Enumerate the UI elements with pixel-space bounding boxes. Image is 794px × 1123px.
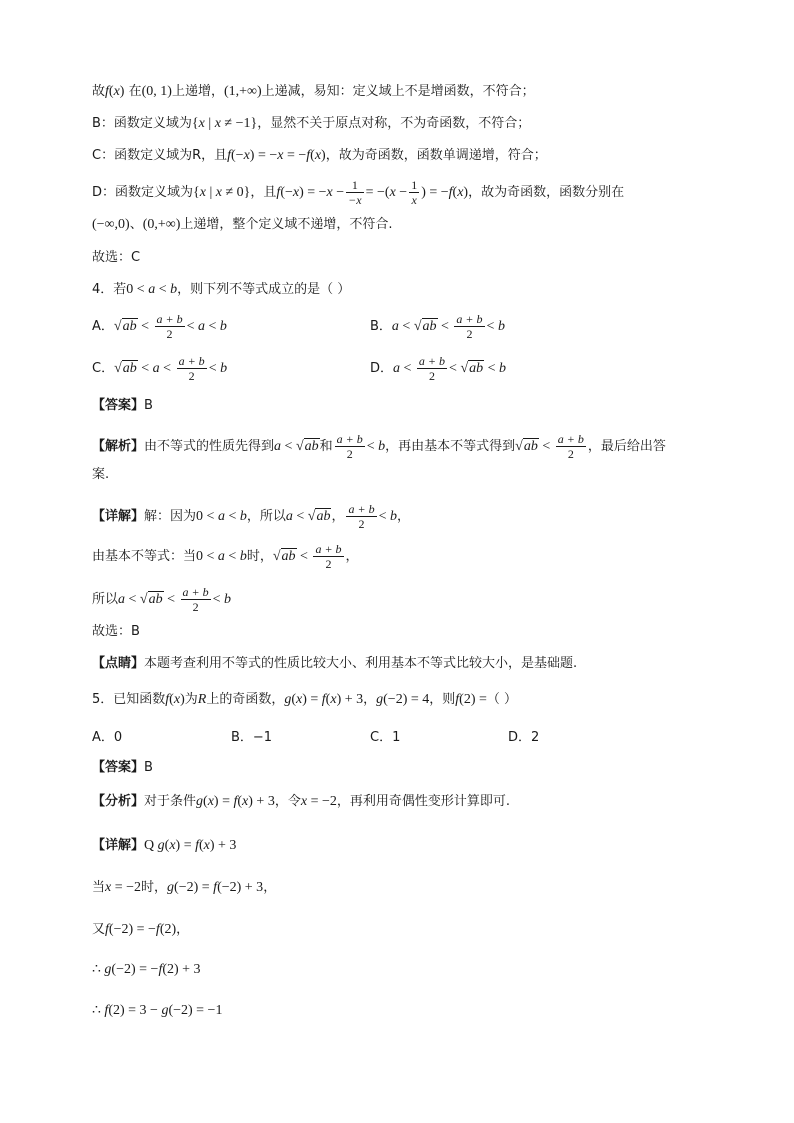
text-line bbox=[92, 114, 530, 134]
text: 4．若 bbox=[92, 282, 127, 297]
text: ， bbox=[396, 509, 410, 524]
text: 解：因为 bbox=[144, 509, 197, 524]
math: a < bbox=[391, 319, 414, 334]
text: 对于条件 bbox=[144, 794, 197, 809]
text-line bbox=[92, 920, 189, 940]
text: 上递减，易知：定义域上不是增函数，不符合； bbox=[261, 84, 535, 99]
option-c bbox=[92, 354, 227, 383]
text: ， bbox=[345, 549, 359, 564]
math: √ab bbox=[113, 319, 137, 334]
option-d bbox=[370, 354, 506, 383]
fraction: $\frac{a + b}{2}$ bbox=[156, 312, 183, 341]
text: ， bbox=[176, 922, 190, 937]
math: g(x) = f(x) + 3 bbox=[196, 794, 275, 809]
math: < bbox=[437, 319, 453, 334]
answer-line bbox=[92, 396, 153, 416]
math: f(x) bbox=[165, 692, 185, 707]
text: A．0 bbox=[92, 730, 123, 745]
text-line bbox=[92, 585, 231, 614]
analysis-tag: 【分析】 bbox=[92, 794, 145, 809]
text: B．−1 bbox=[231, 730, 273, 745]
text: ， bbox=[363, 692, 377, 707]
text: ，令 bbox=[274, 794, 301, 809]
math: < a < bbox=[137, 361, 175, 376]
math: < bbox=[137, 319, 153, 334]
math: √ab bbox=[460, 361, 484, 376]
text: 案. bbox=[92, 467, 110, 482]
text: 当 bbox=[92, 880, 106, 895]
math: f(−x) = −x = −f(x) bbox=[227, 148, 326, 163]
text-line bbox=[92, 465, 109, 485]
answer-tag: 【答案】 bbox=[92, 760, 145, 775]
text: 和 bbox=[319, 439, 333, 454]
analysis-line bbox=[92, 792, 510, 812]
detail-line bbox=[92, 502, 410, 531]
text-line: (−∞,0)、(0,+∞)上递增，整个定义域不递增，不符合. bbox=[92, 217, 393, 232]
text-line bbox=[92, 178, 624, 207]
text: 故选：C bbox=[92, 250, 141, 265]
text: 上递增，整个定义域不递增，不符合. bbox=[180, 217, 393, 232]
answer-value: B bbox=[144, 760, 153, 775]
math: ∴ bbox=[92, 1003, 101, 1018]
math: x = −2 bbox=[300, 794, 337, 809]
math: ) = −f(x) bbox=[421, 185, 469, 200]
text: ，显然不关于原点对称，不为奇函数，不符合； bbox=[257, 116, 531, 131]
math: < b bbox=[486, 319, 505, 334]
fraction: $\frac{1}{-x}$ bbox=[348, 178, 362, 207]
math: {x | x ≠ 0} bbox=[193, 185, 251, 200]
text: ，则 bbox=[429, 692, 456, 707]
text: 为 bbox=[184, 692, 198, 707]
fraction: $\frac{a + b}{2}$ bbox=[336, 432, 363, 461]
math: < b bbox=[208, 361, 228, 376]
text: 在 bbox=[128, 84, 142, 99]
text: 本题考查利用不等式的性质比较大小、利用基本不等式比较大小，是基础题. bbox=[144, 656, 578, 671]
math: x bbox=[113, 84, 120, 99]
option-c bbox=[370, 726, 400, 745]
math: < b bbox=[366, 439, 386, 454]
text: ，则下列不等式成立的是（ ） bbox=[177, 282, 351, 297]
math: < a < b bbox=[186, 319, 227, 334]
math: √ab bbox=[413, 319, 437, 334]
math: = −(x − bbox=[365, 185, 408, 200]
math: < bbox=[449, 361, 461, 376]
text: ，再由基本不等式得到 bbox=[385, 439, 516, 454]
text-line bbox=[92, 960, 201, 980]
text: 上的奇函数， bbox=[206, 692, 285, 707]
math: < bbox=[296, 549, 312, 564]
text: 时， bbox=[246, 549, 273, 564]
text: D．2 bbox=[508, 730, 540, 745]
text: 又 bbox=[92, 922, 106, 937]
math: < b bbox=[212, 592, 232, 607]
analysis-line bbox=[92, 432, 666, 461]
text: A． bbox=[92, 319, 114, 334]
text: ，故为奇函数，函数单调递增，符合； bbox=[325, 148, 547, 163]
math: (0,+∞) bbox=[142, 217, 181, 232]
math: a < bbox=[285, 509, 308, 524]
answer-tag: 【答案】 bbox=[92, 398, 145, 413]
text: 所以 bbox=[92, 592, 119, 607]
text: 时， bbox=[141, 880, 168, 895]
option-b bbox=[370, 312, 505, 341]
detail-line bbox=[92, 836, 236, 856]
text-line bbox=[92, 542, 359, 571]
math: 0 < a < b bbox=[196, 549, 247, 564]
math: a < bbox=[118, 592, 140, 607]
fraction: $\frac{a + b}{2}$ bbox=[348, 502, 375, 531]
text: C：函数定义域为R，且 bbox=[92, 148, 228, 163]
fraction: $\frac{a + b}{2}$ bbox=[178, 354, 205, 383]
option-a bbox=[92, 312, 227, 341]
answer-line bbox=[92, 758, 153, 778]
text: ， bbox=[263, 880, 277, 895]
math: f bbox=[105, 84, 109, 99]
math: x = −2 bbox=[105, 880, 142, 895]
math: f(2) = bbox=[455, 692, 487, 707]
text-line bbox=[92, 146, 547, 166]
text-line bbox=[92, 878, 276, 898]
text: B：函数定义域为 bbox=[92, 116, 192, 131]
math: (1,+∞) bbox=[223, 84, 262, 99]
text: ，再利用奇偶性变形计算即可. bbox=[336, 794, 510, 809]
math: < bbox=[538, 439, 554, 454]
question-4-stem bbox=[92, 280, 350, 300]
text-line bbox=[92, 82, 535, 102]
math: {x | x ≠ −1} bbox=[191, 116, 258, 131]
math: a < bbox=[393, 361, 415, 376]
math: g(−2) = f(−2) + 3 bbox=[167, 880, 264, 895]
text: ， bbox=[331, 509, 345, 524]
math: a < bbox=[274, 439, 296, 454]
text: B． bbox=[370, 319, 392, 334]
detail-tag: 【详解】 bbox=[92, 509, 145, 524]
text: D：函数定义域为 bbox=[92, 185, 194, 200]
answer-value: B bbox=[144, 398, 153, 413]
math: (0, 1) bbox=[141, 84, 172, 99]
text: ，所以 bbox=[246, 509, 286, 524]
text: 故选：B bbox=[92, 624, 140, 639]
text: ，最后给出答 bbox=[587, 439, 666, 454]
fraction: $\frac{a + b}{2}$ bbox=[456, 312, 483, 341]
math: g(x) = f(x) + 3 bbox=[157, 838, 237, 853]
math: ( bbox=[108, 84, 114, 99]
text: 上递增， bbox=[171, 84, 224, 99]
text: D． bbox=[370, 361, 394, 376]
math: ) bbox=[119, 84, 125, 99]
fraction: $\frac{a + b}{2}$ bbox=[418, 354, 446, 383]
text: 5．已知函数 bbox=[92, 692, 166, 707]
fraction: $\frac{a + b}{2}$ bbox=[315, 542, 342, 571]
option-b bbox=[231, 726, 272, 745]
math: < b bbox=[378, 509, 397, 524]
option-a bbox=[92, 726, 122, 745]
math: √ab bbox=[139, 592, 163, 607]
math: √ab bbox=[307, 509, 331, 524]
text: C．1 bbox=[370, 730, 401, 745]
text: 由不等式的性质先得到 bbox=[144, 439, 275, 454]
detail-tag: 【详解】 bbox=[92, 838, 145, 853]
text-line bbox=[92, 622, 140, 642]
math: 0 < a < b bbox=[196, 509, 247, 524]
text: ，且 bbox=[250, 185, 277, 200]
fraction: $\frac{1}{x}$ bbox=[411, 178, 418, 207]
text: 故 bbox=[92, 84, 106, 99]
option-d bbox=[508, 726, 539, 745]
math: √ab bbox=[295, 439, 319, 454]
math: √ab bbox=[515, 439, 538, 454]
math: g(x) = f(x) + 3 bbox=[284, 692, 364, 707]
math: f(−2) = −f(2) bbox=[105, 922, 177, 937]
math: f(2) = 3 − g(−2) = −1 bbox=[104, 1003, 223, 1018]
text: 由基本不等式：当 bbox=[92, 549, 197, 564]
question-5-stem bbox=[92, 690, 517, 710]
math: g(−2) = −f(2) + 3 bbox=[104, 962, 201, 977]
text: C． bbox=[92, 361, 115, 376]
math: f(−x) = −x − bbox=[276, 185, 345, 200]
comment-line bbox=[92, 654, 577, 674]
fraction: $\frac{a + b}{2}$ bbox=[182, 585, 209, 614]
math: √ab bbox=[272, 549, 296, 564]
math: < b bbox=[484, 361, 507, 376]
text-line bbox=[92, 248, 140, 268]
math: R bbox=[197, 692, 207, 707]
math: Q bbox=[144, 838, 155, 853]
math: g(−2) = 4 bbox=[376, 692, 430, 707]
math: √ab bbox=[114, 361, 137, 376]
text: （ ） bbox=[486, 692, 518, 707]
text-line bbox=[92, 1001, 222, 1021]
text: ，故为奇函数，函数分别在 bbox=[468, 185, 625, 200]
math: (−∞,0) bbox=[92, 217, 130, 232]
fraction: $\frac{a + b}{2}$ bbox=[557, 432, 584, 461]
comment-tag: 【点睛】 bbox=[92, 656, 145, 671]
math: ∴ bbox=[92, 962, 101, 977]
math: < bbox=[163, 592, 179, 607]
analysis-tag: 【解析】 bbox=[92, 439, 145, 454]
math: 0 < a < b bbox=[126, 282, 178, 297]
